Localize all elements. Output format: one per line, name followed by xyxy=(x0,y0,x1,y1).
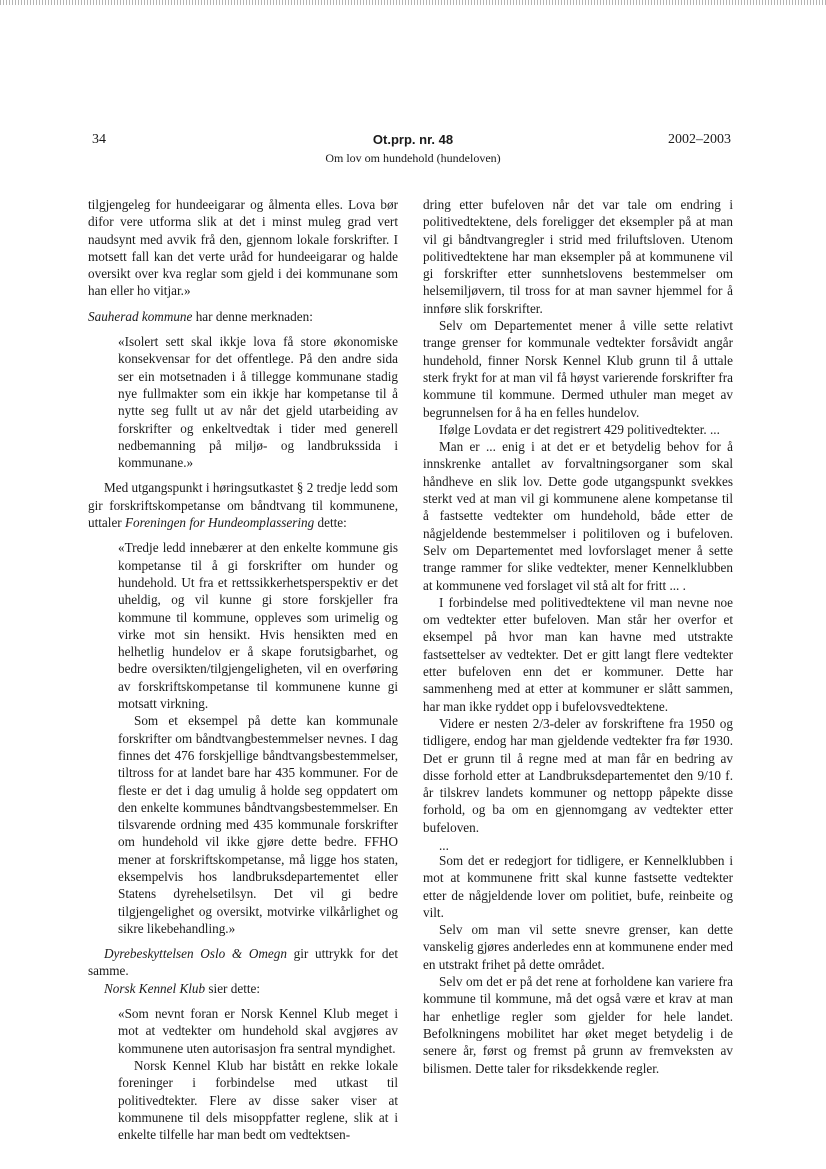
document-year: 2002–2003 xyxy=(668,132,731,147)
document-title: Ot.prp. nr. 48 xyxy=(372,132,454,147)
quote-paragraph: «Som nevnt foran er Norsk Kennel Klub meget i mot at vedtekter om hundehold skal avgjøres av kommunene uten autorisasjon fra sentral myndighet. xyxy=(118,1006,398,1056)
quote-paragraph: Norsk Kennel Klub har bistått en rekke lokale foreninger i forbindelse med utkast til politivedtekter. Flere av disse saker viser at kommunene til dels misoppfatter reglene, slik at i enkelte tilfelle har man bedt om vedtektsen- xyxy=(118,1057,398,1143)
left-column xyxy=(88,196,398,1143)
quote-block xyxy=(118,539,398,937)
paragraph: I forbindelse med politivedtektene vil man nevne noe om vedtekter etter bufeloven. Man står her overfor et eksempel på hvor man kan havne med utstrakte fastsettelser av vedtekter. Det er gitt langt flere vedtekter etter bufeloven enn det er kommuner. Dette har sammenheng med at etter at kommuner er slått sammen, har man ikke ryddet opp i bufelovsvedtektene. xyxy=(423,594,733,714)
quote-paragraph: Som et eksempel på dette kan kommunale forskrifter om båndtvangbestemmelser nevnes. I dag finnes det 476 forskjellige båndtvangsbestemmelser, tiltross for at landet bare har 435 kommuner. For de fleste er det i dag umulig å holde seg oppdatert om den enkelte kommunes båndtvangsbestemmelser. En tilsvarende ordning med 435 kommunale forskrifter om hundehold vil ikke gjøre dette bedre. FFHO mener at forskriftskompetanse, må ligge hos staten, eksempelvis hos landbruksdepartementet eller Statens dyrehelsetilsyn. Det vil gi bedre tilgjengelighet og oversikt, motvirke vilkårlighet og sikre likebehandling.» xyxy=(118,713,398,936)
organization-name: Dyrebeskyttelsen Oslo & Omegn xyxy=(104,946,287,962)
page-number: 34 xyxy=(92,132,106,147)
paragraph: Man er ... enig i at det er et betydelig behov for å innskrenke antallet av forvaltningsorganer som skal håndheve en slik lov. Dette gode utgangspunkt svekkes sterkt ved at man vil gi kommunene alene kompetanse til å fastsette vedtekter om hundehold, både etter de någjeldende bestemmelser i politiloven og i bufeloven. Selv om Departementet med lovforslaget mener å sette trange rammer for slike vedtekter, mener Kennelklubben at kommunene ved forslaget vil stå alt for fritt ... . xyxy=(423,439,733,593)
paragraph: Ifølge Lovdata er det registrert 429 politivedtekter. ... xyxy=(439,421,720,437)
organization-name: Norsk Kennel Klub xyxy=(104,980,206,996)
quote-block xyxy=(118,333,398,471)
ellipsis: ... xyxy=(439,837,449,853)
paragraph: Sauherad kommune har denne merknaden: xyxy=(88,308,313,324)
paragraph: Med utgangspunkt i høringsutkastet § 2 tredje ledd som gir forskriftskompetanse om båndtvang til kommunene, uttaler Foreningen for Hundeomplassering dette: xyxy=(88,480,398,531)
quote-block xyxy=(118,1005,398,1143)
paragraph: Norsk Kennel Klub sier dette: xyxy=(104,980,261,996)
paragraph: Som det er redegjort for tidligere, er Kennelklubben i mot at kommunene fritt skal kunne fastsette vedtekter etter de någjeldende lover om politiet, bufe, reinbeite og vilt. xyxy=(423,852,733,920)
organization-name: Sauherad kommune xyxy=(88,308,193,324)
paragraph: Selv om Departementet mener å ville sette relativt trange grenser for kommunale vedtekter forsåvidt angår hundehold, finner Norsk Kennel Klub grunn til å uttale sterk frykt for at man vil få høyst varierende forskrifter fra kommune til kommune. Dermed uthuler man meget av begrunnelsen for å ha en felles hundelov. xyxy=(423,318,733,420)
paragraph: Videre er nesten 2/3-deler av forskriftene fra 1950 og tidligere, endog har man gjeldende vedtekter fra før 1930. Det er grunn til å regne med at man får en bedring av disse forhold etter at Landbruksdepartementet den 9/10 f. år tilskrev landets kommuner og nettopp påpekte disse forhold, og ba om en gjennomgang av vedtekter etter bufeloven. xyxy=(423,715,733,835)
scan-edge xyxy=(0,0,826,5)
paragraph: dring etter bufeloven når det var tale om endring i politivedtektene, dels foreligger det eksempler på at man vil gi båndtvangregler i strid med friluftsloven. Utenom politivedtektene har man eksempler på at kommunene vil gi forskrifter etter sunnhetslovens bestemmelser om helsemiljøvern, til tross for at man savner hjemmel for å innføre slik forskrifter. xyxy=(423,197,733,316)
paragraph: Dyrebeskyttelsen Oslo & Omegn gir uttrykk for det samme. xyxy=(88,946,398,979)
paragraph: Selv om man vil sette snevre grenser, kan dette vanskelig gjøres anderledes enn at kommunene ender med en utstrakt frihet på dette området. xyxy=(423,922,733,972)
paragraph: Selv om det er på det rene at forholdene kan variere fra kommune til kommune, må det også være et krav at man har enhetlige regler som gjelder for hele landet. Befolkningens mobilitet har øket meget betydelig i de senere år, først og fremst på grunn av fremveksten av bilismen. Dette taler for riksdekkende regler. xyxy=(423,974,733,1076)
document-subtitle: Om lov om hundehold (hundeloven) xyxy=(325,151,501,165)
organization-name: Foreningen for Hundeomplassering xyxy=(124,515,315,531)
paragraph: tilgjengeleg for hundeeigarar og ålmenta elles. Lova bør difor vere utforma slik at det i minst muleg grad vert naudsynt med avvik frå den, gjennom lokale forskrifter. I motsett fall kan det verte uråd for hundeeigarar og halde oversikt over kva reglar som gjeld i dei kommunane som han eller ho vitjar.» xyxy=(88,197,398,299)
right-column xyxy=(423,196,733,1077)
quote-paragraph: «Isolert sett skal ikkje lova få store økonomiske konsekvensar for det offentlege. På den andre sida ser ein motsetnaden i å tillegge kommunane stadig nye fullmakter som ein ikkje har kompetanse til å nytte seg fullt ut av når det gjeld utarbeiding av forskrifter og enkeltvedtak i tider med generell nedbemanning på miljø- og landbrukssida i kommunane.» xyxy=(118,334,398,471)
quote-paragraph: «Tredje ledd innebærer at den enkelte kommune gis kompetanse til å gi forskrifter om hunder og hundehold. Ut fra et rettssikkerhetsperspektiv er det uheldig, og vil kunne gi store forskjeller fra kommune til kommune, oppleves som urimelig og virke mot sin hensikt. Hvis hensikten med en helhetlig hundelov er å skape forutsigbarhet, og bedre oversikten/tilgjengeligheten, vil en overføring av forskriftskompetanse til kommunene kunne gi motsatt virkning. xyxy=(118,540,398,712)
